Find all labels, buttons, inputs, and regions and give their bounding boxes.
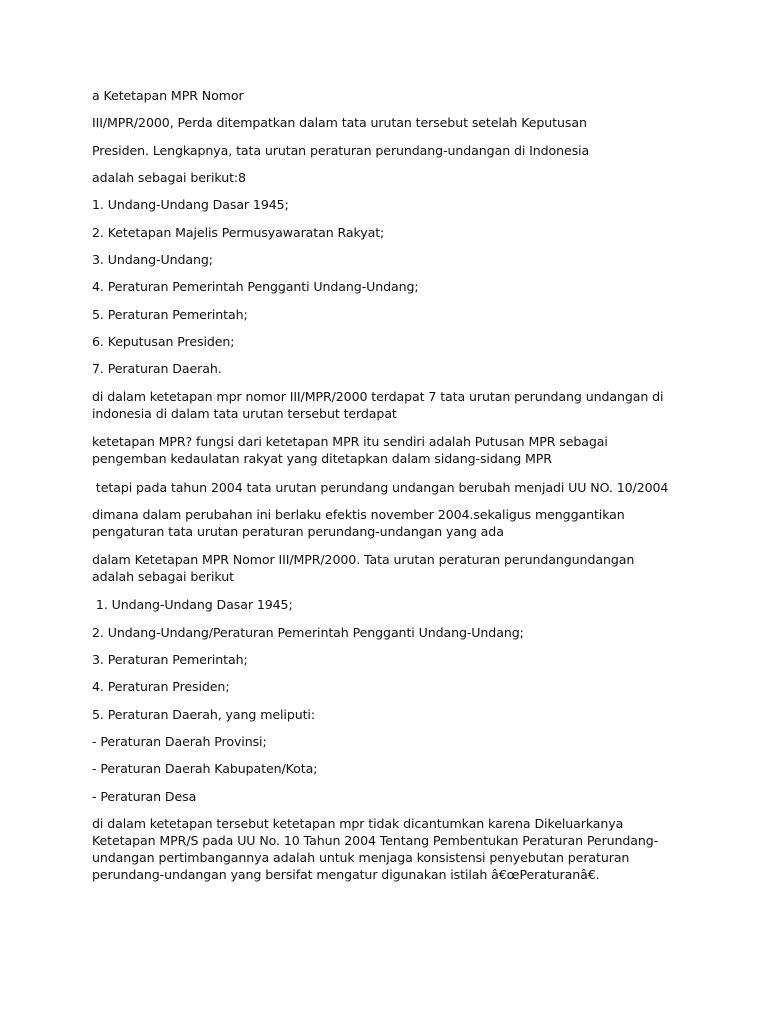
paragraph: ketetapan MPR? fungsi dari ketetapan MPR itu sendiri adalah Putusan MPR sebagai pengemban kedaulatan rakyat yang ditetapkan dalam sidang-sidang MPR <box>92 434 608 466</box>
list-item: 6. Keputusan Presiden; <box>92 334 235 349</box>
list-item: - Peraturan Daerah Kabupaten/Kota; <box>92 761 318 776</box>
paragraph: dimana dalam perubahan ini berlaku efektis november 2004.sekaligus menggantikan pengaturan tata urutan peraturan perundang-undangan yang ada <box>92 507 625 539</box>
paragraph: dalam Ketetapan MPR Nomor III/MPR/2000. Tata urutan peraturan perundangundangan adalah sebagai berikut <box>92 552 635 584</box>
list-item: - Peraturan Daerah Provinsi; <box>92 734 267 749</box>
text-line: Presiden. Lengkapnya, tata urutan peraturan perundang-undangan di Indonesia <box>92 143 590 158</box>
text-line: a Ketetapan MPR Nomor <box>92 88 244 103</box>
paragraph: tetapi pada tahun 2004 tata urutan perundang undangan berubah menjadi UU NO. 10/2004 <box>92 480 669 495</box>
list-item: 3. Undang-Undang; <box>92 252 213 267</box>
list-item: 3. Peraturan Pemerintah; <box>92 652 248 667</box>
text-line: III/MPR/2000, Perda ditempatkan dalam tata urutan tersebut setelah Keputusan <box>92 115 587 130</box>
list-item: 4. Peraturan Presiden; <box>92 679 230 694</box>
list-item: 1. Undang-Undang Dasar 1945; <box>92 597 293 612</box>
list-item: 4. Peraturan Pemerintah Pengganti Undang-Undang; <box>92 279 419 294</box>
list-item: 7. Peraturan Daerah. <box>92 361 222 376</box>
list-item: 2. Undang-Undang/Peraturan Pemerintah Pengganti Undang-Undang; <box>92 625 524 640</box>
paragraph: di dalam ketetapan tersebut ketetapan mpr tidak dicantumkan karena Dikeluarkanya Ketetapan MPR/S pada UU No. 10 Tahun 2004 Tentang Pembentukan Peraturan Perundang-undangan pertimbangannya adalah untuk menjaga konsistensi penyebutan peraturan perundang-undangan yang bersifat mengatur digunakan istilah â€œPeraturanâ€. <box>92 816 659 882</box>
list-item: 5. Peraturan Pemerintah; <box>92 307 248 322</box>
list-item: 2. Ketetapan Majelis Permusyawaratan Rakyat; <box>92 225 385 240</box>
list-item: - Peraturan Desa <box>92 789 197 804</box>
list-item: 5. Peraturan Daerah, yang meliputi: <box>92 707 315 722</box>
list-item: 1. Undang-Undang Dasar 1945; <box>92 197 289 212</box>
text-line: adalah sebagai berikut:8 <box>92 170 246 185</box>
paragraph: di dalam ketetapan mpr nomor III/MPR/2000 terdapat 7 tata urutan perundang undangan di indonesia di dalam tata urutan tersebut terdapat <box>92 389 664 421</box>
